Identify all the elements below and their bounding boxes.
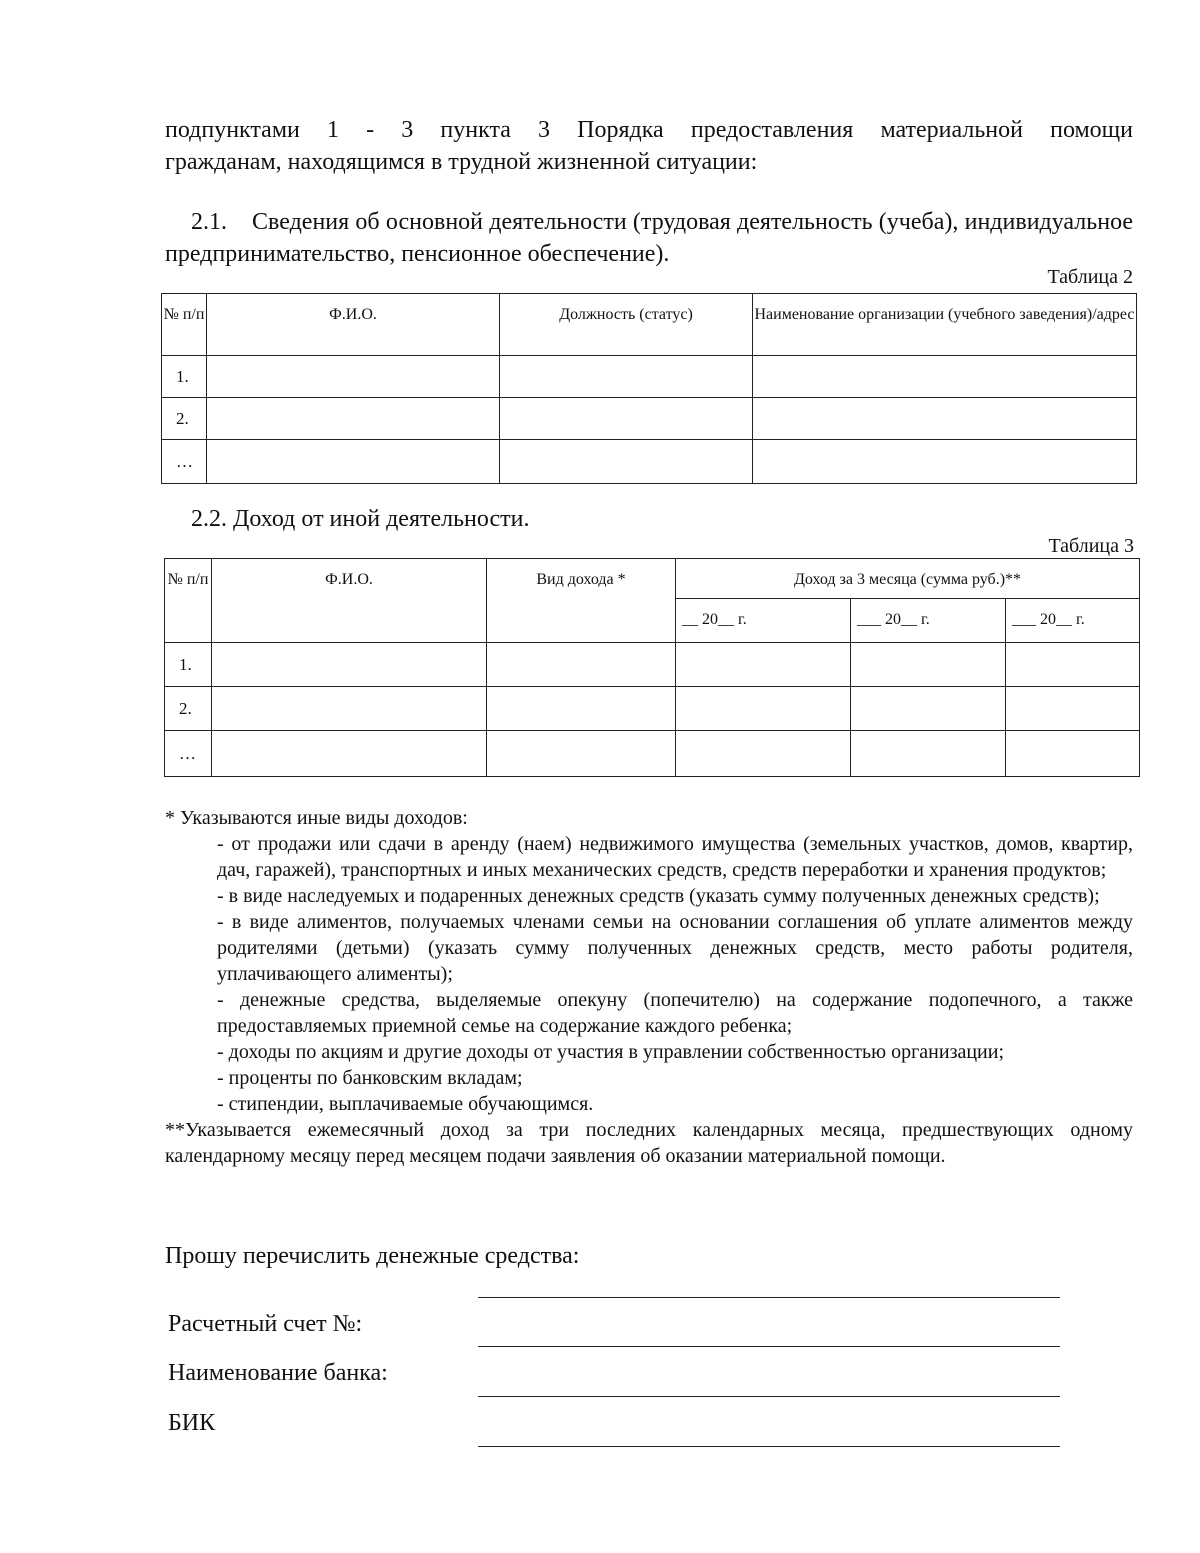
table-cell [1006,731,1140,777]
footnote-item: - денежные средства, выделяемые опекуну (попечителю) на содержание подопечного, а также предоставляемых приемной семье на содержание каждого ребенка; [217,989,1133,1037]
table-3-caption: Таблица 3 [1048,535,1134,557]
table-cell [676,731,851,777]
footnote-item: - проценты по банковским вкладам; [217,1067,523,1089]
section-2-1 [165,206,1133,270]
table-cell [212,643,487,687]
table-cell [487,643,676,687]
table-cell [851,643,1006,687]
table-cell [1006,643,1140,687]
table-2-header-fio: Ф.И.О. [207,294,500,356]
account-label: Расчетный счет №: [168,1311,363,1337]
table-cell [487,687,676,731]
footnote-item: - стипендии, выплачиваемые обучающимся. [217,1093,594,1115]
intro-paragraph [165,114,1133,178]
table-cell [207,440,500,484]
bank-field-line[interactable] [478,1396,1060,1397]
table-3-header-fio: Ф.И.О. [212,559,487,643]
intro-line-2: гражданам, находящимся в трудной жизненной ситуации: [165,149,758,175]
table-cell [753,398,1137,440]
table-cell [676,687,851,731]
table-row [162,440,1137,484]
table-cell [500,398,753,440]
table-3 [164,558,1140,777]
table-cell [500,356,753,398]
table-cell [207,356,500,398]
footnote-item: - в виде наследуемых и подаренных денежных средств (указать сумму полученных денежных средств); [217,885,1100,907]
table-row [165,643,1140,687]
table-cell [753,356,1137,398]
table-2-caption: Таблица 2 [1047,266,1133,288]
request-title: Прошу перечислить денежные средства: [165,1243,580,1269]
footnotes [165,805,1133,1169]
table-3-header-income-type: Вид дохода * [487,559,676,643]
table-3-month-1: __ 20__ г. [676,599,851,643]
table-row [165,687,1140,731]
account-field-line[interactable] [478,1346,1060,1347]
table-2-header-position: Должность (статус) [500,294,753,356]
table-3-month-3: ___ 20__ г. [1006,599,1140,643]
table-3-row-num: 1. [165,643,212,687]
table-2-row-num: 2. [162,398,207,440]
table-3-row-num: 2. [165,687,212,731]
footnote-item: - от продажи или сдачи в аренду (наем) недвижимого имущества (земельных участков, домов, квартир, дач, гаражей), транспортных и иных механических средств, средств переработки и хранения продуктов; [217,833,1133,881]
table-3-month-2: ___ 20__ г. [851,599,1006,643]
table-2 [161,293,1137,484]
table-cell [212,687,487,731]
table-row [165,731,1140,777]
table-row [162,398,1137,440]
section-2-2-title: 2.2. Доход от иной деятельности. [191,506,530,532]
footnote-item: - доходы по акциям и другие доходы от участия в управлении собственностью организации; [217,1041,1005,1063]
table-cell [500,440,753,484]
footnote-item: - в виде алиментов, получаемых членами семьи на основании соглашения об уплате алиментов между родителями (детьми) (указать сумму полученных денежных средств, место работы родителя, уплачивающего алименты); [217,911,1133,985]
table-cell [851,731,1006,777]
table-cell [207,398,500,440]
table-cell [753,440,1137,484]
table-2-row-num: 1. [162,356,207,398]
table-row [162,356,1137,398]
footnote-double-star: **Указывается ежемесячный доход за три последних календарных месяца, предшествующих одному календарному месяцу перед месяцем подачи заявления об оказании материальной помощи. [165,1119,1133,1167]
table-2-header-organization: Наименование организации (учебного заведения)/адрес [753,294,1137,356]
footnote-star: * Указываются иные виды доходов: [165,807,468,829]
bik-field-line[interactable] [478,1446,1060,1447]
table-3-header-income-3-months: Доход за 3 месяца (сумма руб.)** [676,559,1140,599]
table-cell [851,687,1006,731]
intro-line-1: подпунктами 1 - 3 пункта 3 Порядка предоставления материальной помощи [165,117,1133,143]
table-2-header-num: № п/п [162,294,207,356]
table-2-row-num: … [162,440,207,484]
blank-line [478,1297,1060,1298]
section-2-1-number: 2.1. [191,209,227,235]
table-cell [1006,687,1140,731]
table-cell [212,731,487,777]
section-2-1-text: Сведения об основной деятельности (трудовая деятельность (учеба), индивидуальное предпринимательство, пенсионное обеспечение). [165,209,1134,267]
bik-label: БИК [168,1410,216,1436]
table-3-row-num: … [165,731,212,777]
table-3-header-num: № п/п [165,559,212,643]
bank-label: Наименование банка: [168,1360,388,1386]
table-cell [676,643,851,687]
table-cell [487,731,676,777]
